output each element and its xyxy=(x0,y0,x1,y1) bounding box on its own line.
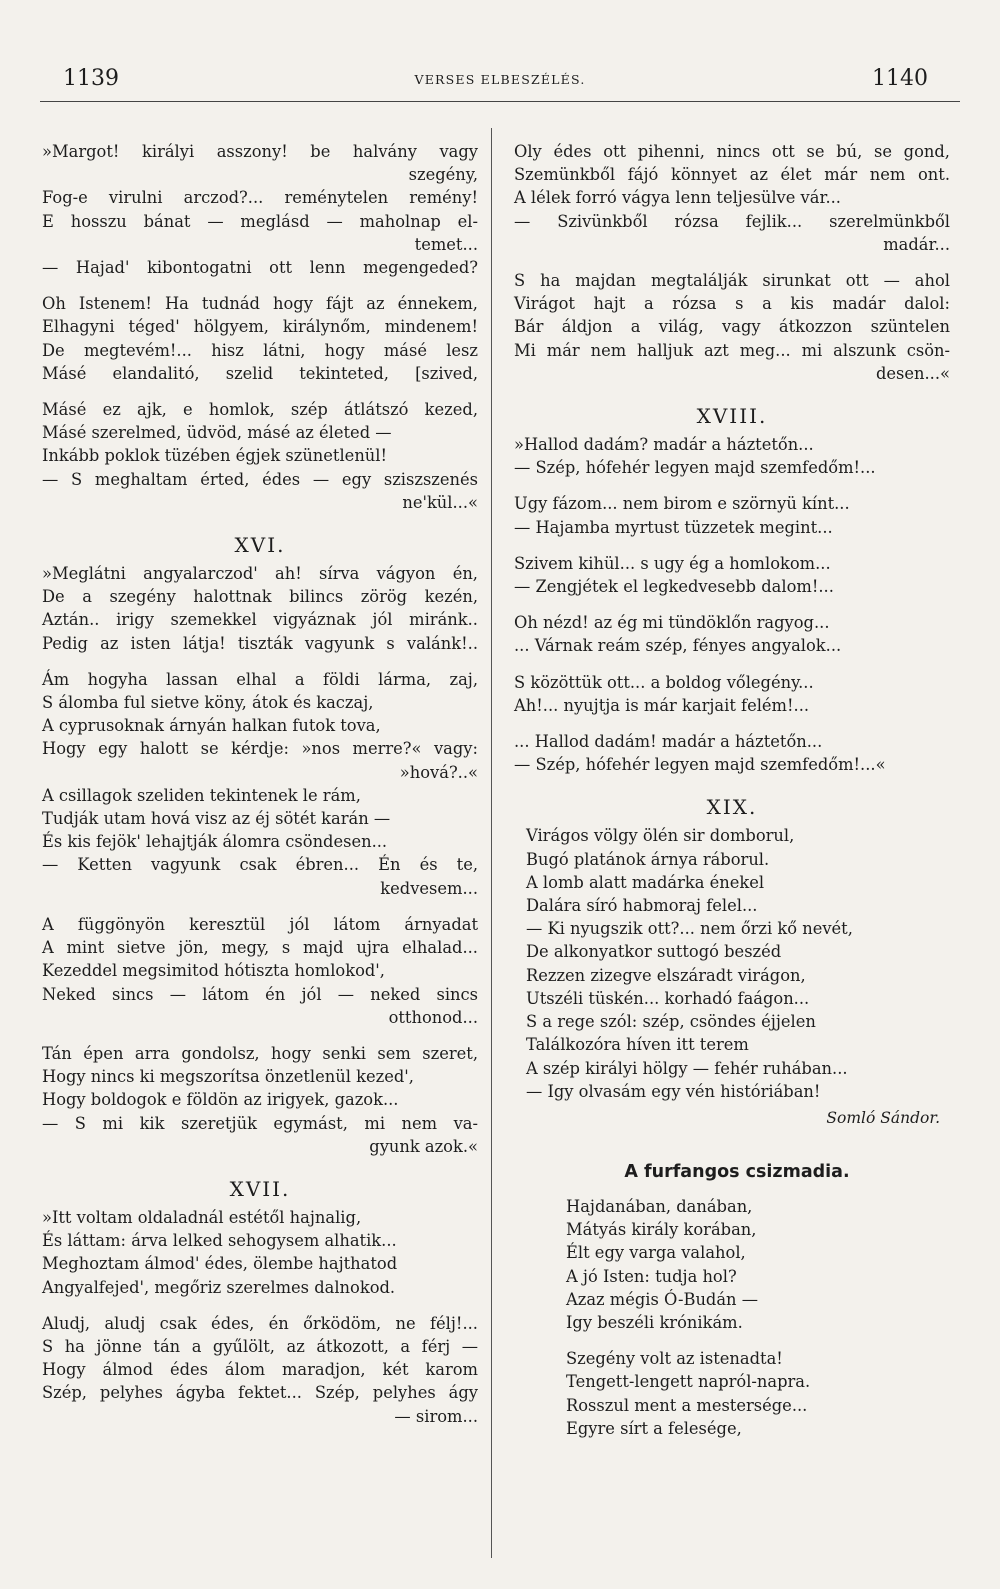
verse-line: Másé elandalitó, szelid tekinteted, [szived, xyxy=(42,363,478,383)
verse-line: A lomb alatt madárka énekel xyxy=(526,872,765,892)
verse-line: Hogy egy halott se kérdje: »nos merre?« vagy: xyxy=(42,739,478,759)
verse-line: Oly édes ott pihenni, nincs ott se bú, se gond, xyxy=(514,142,950,161)
verse-line: Elhagyni téged' hölgyem, királynőm, mindenem! xyxy=(42,317,478,337)
verse-line: Bár áldjon a világ, vagy átkozzon szüntelen xyxy=(514,317,950,337)
verse-line: S ha majdan megtalálják sirunkat ott — ahol xyxy=(514,271,950,291)
verse-line: Angyalfejed', megőriz szerelmes dalnokod. xyxy=(42,1277,396,1297)
verse-line: Neked sincs — látom én jól — neked sincs xyxy=(42,984,478,1004)
verse-line: A szép királyi hölgy — fehér ruhában... xyxy=(526,1058,848,1078)
verse-line: gyunk azok.« xyxy=(369,1136,478,1156)
verse-line: Virágot hajt a rózsa s a kis madár dalol: xyxy=(514,294,950,314)
verse-line: — Zengjétek el legkedvesebb dalom!... xyxy=(514,577,834,597)
verse-line: »Hallod dadám? madár a háztetőn... xyxy=(514,435,814,455)
verse-line: Pedig az isten látja! tiszták vagyunk s valánk!.. xyxy=(42,633,478,653)
verse-line: szegény, xyxy=(408,165,478,185)
verse-line: Fog-e virulni arczod?... reménytelen remény! xyxy=(42,188,478,208)
verse-line: »Margot! királyi asszony! be halvány vagy xyxy=(42,142,478,161)
verse-line: Inkább poklok tüzében égjek szünetlenül! xyxy=(42,446,388,466)
verse-line: Kezeddel megsimitod hótiszta homlokod', xyxy=(42,961,385,981)
verse-line: A csillagok szeliden tekintenek le rám, xyxy=(42,785,361,805)
verse-line: Azaz mégis Ó-Budán — xyxy=(566,1289,758,1309)
verse-line: Szivem kihül... s ugy ég a homlokom... xyxy=(514,553,831,573)
verse-line: — Igy olvasám egy vén históriában! xyxy=(526,1081,821,1101)
verse-line: De megtevém!... hisz látni, hogy másé lesz xyxy=(42,340,478,360)
section-heading: XVI. xyxy=(234,533,286,558)
verse-line: S közöttük ott... a boldog vőlegény... xyxy=(514,672,814,692)
verse-line: — S meghaltam érted, édes — egy sziszszenés xyxy=(42,469,478,489)
verse-line: Mátyás király korában, xyxy=(566,1220,757,1240)
verse-line: Ugy fázom... nem birom e szörnyü kínt... xyxy=(514,494,850,514)
verse-line: ... Várnak reám szép, fényes angyalok... xyxy=(514,636,842,656)
verse-line: »hová?..« xyxy=(399,762,478,782)
verse-line: Másé szerelmed, üdvöd, másé az életed — xyxy=(42,423,392,443)
verse-line: A függönyön keresztül jól látom árnyadat xyxy=(42,914,478,934)
verse-line: ... Hallod dadám! madár a háztetőn... xyxy=(514,732,823,752)
verse-line: Hogy nincs ki megszorítsa önzetlenül kezed', xyxy=(42,1067,414,1087)
verse-line: Másé ez ajk, e homlok, szép átlátszó kezed, xyxy=(42,400,478,420)
verse-line: Hajdanában, danában, xyxy=(566,1196,753,1216)
poem-xix xyxy=(514,824,936,1102)
verse-line: S álomba ful sietve köny, átok és kaczaj, xyxy=(42,693,374,713)
verse-line: És láttam: árva lelked sehogysem alhatik... xyxy=(42,1231,397,1251)
left-column xyxy=(42,140,478,1428)
verse-line: Aztán.. irigy szemekkel vigyáznak jól miránk.. xyxy=(42,610,478,630)
section-heading: XIX. xyxy=(706,795,758,820)
verse-line: Tán épen arra gondolsz, hogy senki sem szeret, xyxy=(42,1043,478,1063)
verse-line: — Szivünkből rózsa fejlik... szerelmünkből xyxy=(514,211,950,231)
verse-line: A cyprusoknak árnyán halkan futok tova, xyxy=(42,716,381,736)
verse-line: E hosszu bánat — meglásd — maholnap el- xyxy=(42,211,478,231)
verse-line: Utszéli tüskén... korhadó faágon... xyxy=(526,988,810,1008)
section-heading: XVIII. xyxy=(696,404,768,429)
verse-line: Rosszul ment a mestersége... xyxy=(566,1395,808,1415)
page-number-right: 1140 xyxy=(872,66,928,91)
verse-line: A mint sietve jön, megy, s majd ujra elhalad... xyxy=(42,938,478,958)
verse-line: Oh Istenem! Ha tudnád hogy fájt az énnekem, xyxy=(42,294,478,314)
column-rule xyxy=(491,128,492,1558)
verse-line: — Ki nyugszik ott?... nem őrzi kő nevét, xyxy=(526,919,853,939)
verse-line: — S mi kik szeretjük egymást, mi nem va- xyxy=(42,1113,478,1133)
verse-line: desen...« xyxy=(875,363,950,383)
verse-line: Tudják utam hová visz az éj sötét karán — xyxy=(42,809,391,829)
verse-line: Egyre sírt a felesége, xyxy=(566,1418,742,1438)
verse-line: S a rege szól: szép, csöndes éjjelen xyxy=(526,1012,816,1032)
verse-line: otthonod... xyxy=(388,1007,478,1027)
verse-line: De alkonyatkor suttogó beszéd xyxy=(526,942,782,962)
verse-line: — Ketten vagyunk csak ébren... Én és te, xyxy=(42,855,478,875)
verse-line: Találkozóra híven itt terem xyxy=(526,1035,749,1055)
verse-line: Szegény volt az istenadta! xyxy=(566,1349,783,1369)
verse-line: — sirom... xyxy=(394,1406,478,1426)
verse-line: Élt egy varga valahol, xyxy=(566,1243,746,1263)
running-title: VERSES ELBESZÉLÉS. xyxy=(414,72,586,87)
verse-line: Dalára síró habmoraj felel... xyxy=(526,896,758,916)
verse-line: Ám hogyha lassan elhal a földi lárma, zaj, xyxy=(42,669,478,689)
verse-line: Mi már nem halljuk azt meg... mi alszunk csön- xyxy=(514,340,950,360)
verse-line: Oh nézd! az ég mi tündöklőn ragyog... xyxy=(514,613,830,633)
verse-line: Ah!... nyujtja is már karjait felém!... xyxy=(514,695,810,715)
verse-line: S ha jönne tán a gyűlölt, az átkozott, a férj — xyxy=(42,1336,478,1356)
verse-line: Meghoztam álmod' édes, ölembe hajthatod xyxy=(42,1254,398,1274)
verse-line: És kis fejök' lehajtják álomra csöndesen... xyxy=(42,832,388,852)
right-column xyxy=(514,140,950,1440)
running-head xyxy=(0,66,1000,96)
verse-line: madár... xyxy=(883,234,950,254)
verse-line: — Hajad' kibontogatni ott lenn megengeded? xyxy=(42,258,478,278)
page-number-left: 1139 xyxy=(63,66,119,91)
verse-line: Aludj, aludj csak édes, én őrködöm, ne félj!... xyxy=(42,1313,478,1333)
verse-line: A jó Isten: tudja hol? xyxy=(566,1266,737,1286)
verse-line: A lélek forró vágya lenn teljesülve vár... xyxy=(514,188,841,208)
verse-line: — Szép, hófehér legyen majd szemfedőm!...« xyxy=(514,755,886,775)
verse-line: Hogy boldogok e földön az irigyek, gazok... xyxy=(42,1090,399,1110)
verse-line: Szép, pelyhes ágyba fektet... Szép, pelyhes ágy xyxy=(42,1383,478,1403)
verse-line: »Itt voltam oldaladnál estétől hajnalig, xyxy=(42,1207,362,1227)
verse-line: Bugó platánok árnya ráborul. xyxy=(526,849,770,869)
verse-line: ne'kül...« xyxy=(402,492,478,512)
poem-furfangos xyxy=(514,1195,946,1440)
section-heading: XVII. xyxy=(229,1176,291,1201)
verse-line: Rezzen zizegve elszáradt virágon, xyxy=(526,965,806,985)
verse-line: Virágos völgy ölén sir domborul, xyxy=(526,826,795,846)
poem-subtitle: A furfangos csizmadia. xyxy=(624,1161,850,1182)
header-rule xyxy=(40,101,960,102)
verse-line: Igy beszéli krónikám. xyxy=(566,1312,743,1332)
signature: Somló Sándor. xyxy=(826,1108,940,1127)
verse-line: »Meglátni angyalarczod' ah! sírva vágyon én, xyxy=(42,564,478,584)
verse-line: kedvesem... xyxy=(380,878,478,898)
verse-line: Tengett-lengett napról-napra. xyxy=(566,1372,811,1392)
verse-line: Szemünkből fájó könnyet az élet már nem ont. xyxy=(514,165,950,185)
verse-line: temet... xyxy=(414,234,478,254)
verse-line: De a szegény halottnak bilincs zörög kezén, xyxy=(42,587,478,607)
verse-line: — Szép, hófehér legyen majd szemfedőm!... xyxy=(514,458,876,478)
verse-line: Hogy álmod édes álom maradjon, két karom xyxy=(42,1360,478,1380)
verse-line: — Hajamba myrtust tüzzetek megint... xyxy=(514,517,833,537)
